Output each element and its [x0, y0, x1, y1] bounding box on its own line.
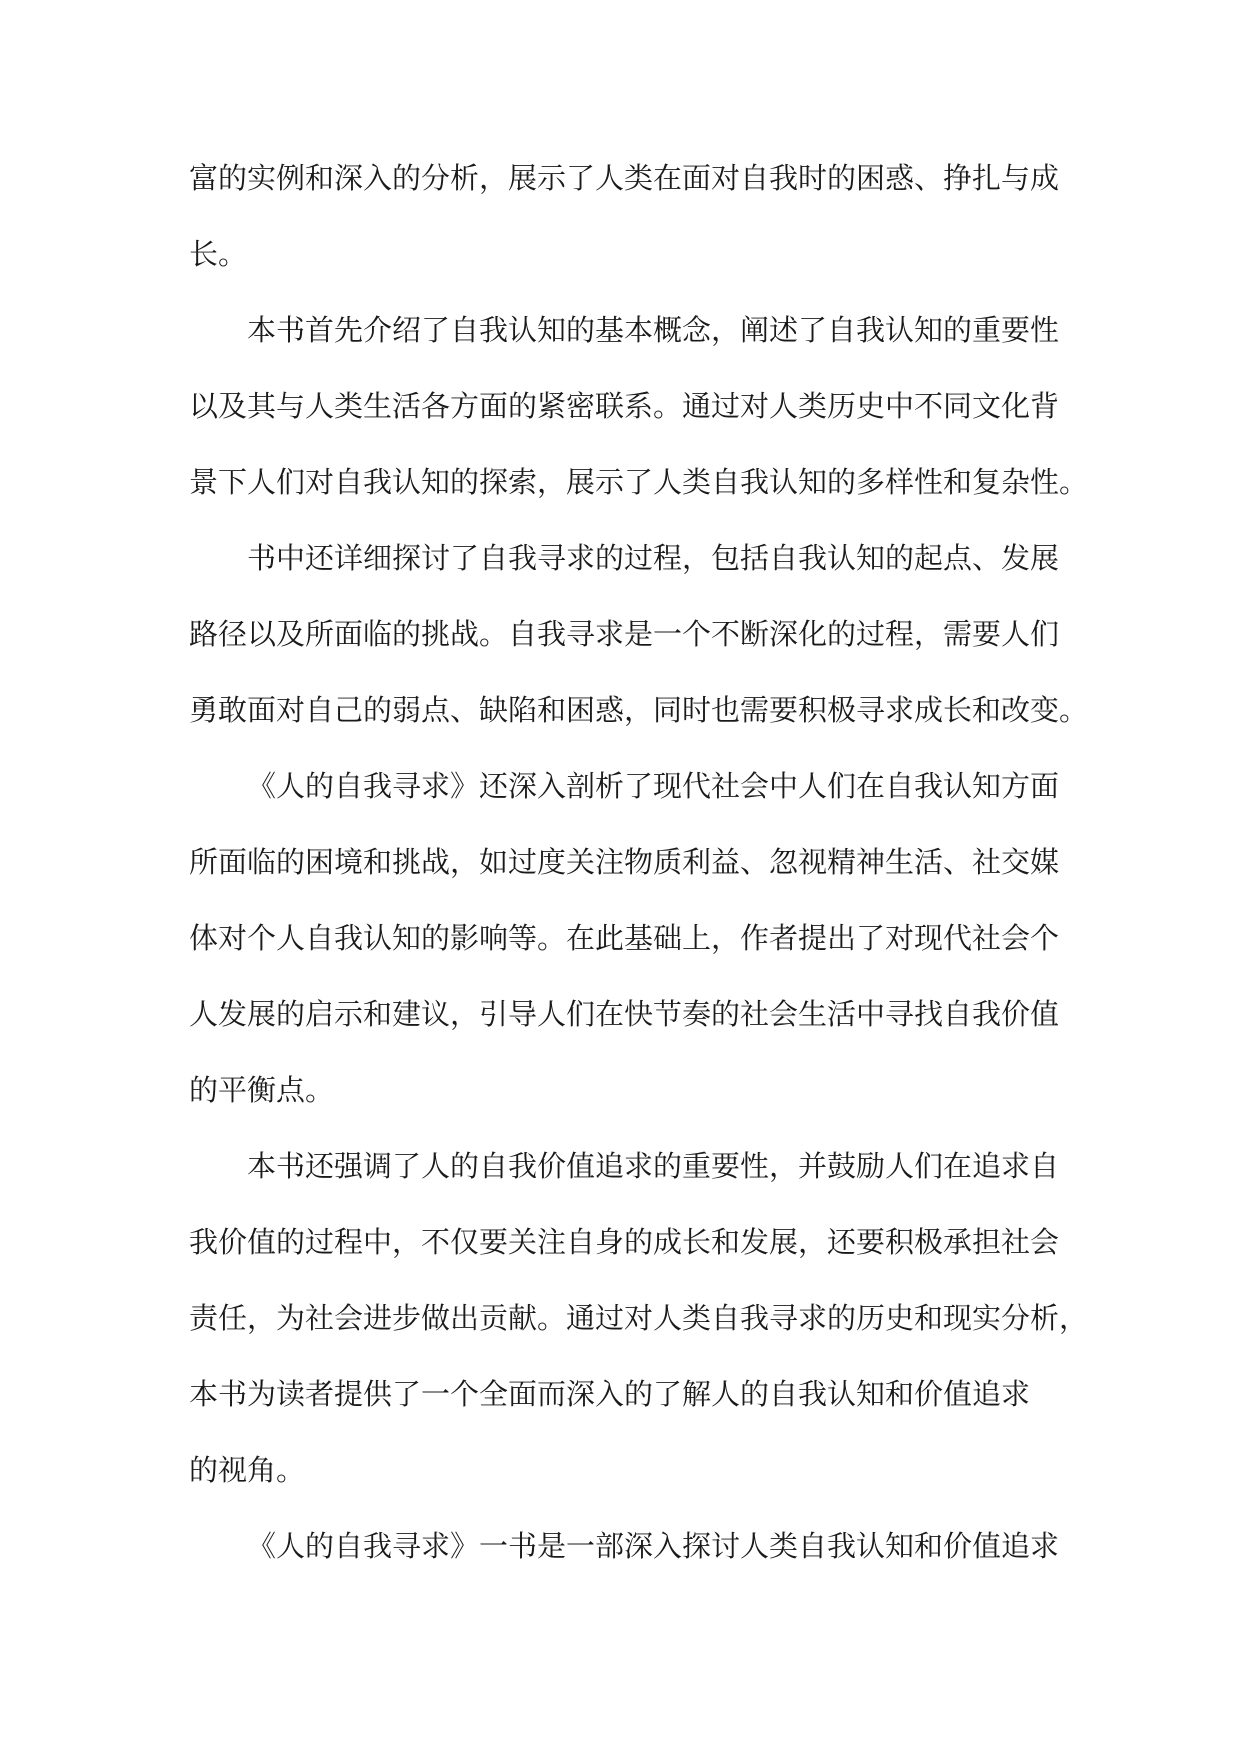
paragraph-start-line: 本书还强调了人的自我价值追求的重要性，并鼓励人们在追求自 — [247, 1149, 1060, 1183]
text-line: 我价值的过程中，不仅要关注自身的成长和发展，还要积极承担社会 — [189, 1225, 1060, 1259]
text-line: 的视角。 — [189, 1453, 306, 1487]
paragraph-start-line: 《人的自我寻求》还深入剖析了现代社会中人们在自我认知方面 — [247, 769, 1060, 803]
text-line: 的平衡点。 — [189, 1073, 335, 1107]
paragraph-start-line: 书中还详细探讨了自我寻求的过程，包括自我认知的起点、发展 — [247, 541, 1060, 575]
text-line: 勇敢面对自己的弱点、缺陷和困惑，同时也需要积极寻求成长和改变。 — [189, 693, 1089, 727]
document-body-text — [189, 140, 1089, 1584]
text-line: 长。 — [189, 237, 248, 271]
text-line: 人发展的启示和建议，引导人们在快节奏的社会生活中寻找自我价值 — [189, 997, 1060, 1031]
text-line: 富的实例和深入的分析，展示了人类在面对自我时的困惑、挣扎与成 — [189, 161, 1060, 195]
text-line: 路径以及所面临的挑战。自我寻求是一个不断深化的过程，需要人们 — [189, 617, 1060, 651]
paragraph-start-line: 《人的自我寻求》一书是一部深入探讨人类自我认知和价值追求 — [247, 1529, 1060, 1563]
text-line: 景下人们对自我认知的探索，展示了人类自我认知的多样性和复杂性。 — [189, 465, 1089, 499]
text-line: 本书为读者提供了一个全面而深入的了解人的自我认知和价值追求 — [189, 1377, 1031, 1411]
text-line: 责任，为社会进步做出贡献。通过对人类自我寻求的历史和现实分析， — [189, 1301, 1089, 1335]
paragraph-start-line: 本书首先介绍了自我认知的基本概念，阐述了自我认知的重要性 — [247, 313, 1060, 347]
text-line: 以及其与人类生活各方面的紧密联系。通过对人类历史中不同文化背 — [189, 389, 1060, 423]
text-line: 所面临的困境和挑战，如过度关注物质利益、忽视精神生活、社交媒 — [189, 845, 1060, 879]
text-line: 体对个人自我认知的影响等。在此基础上，作者提出了对现代社会个 — [189, 921, 1060, 955]
